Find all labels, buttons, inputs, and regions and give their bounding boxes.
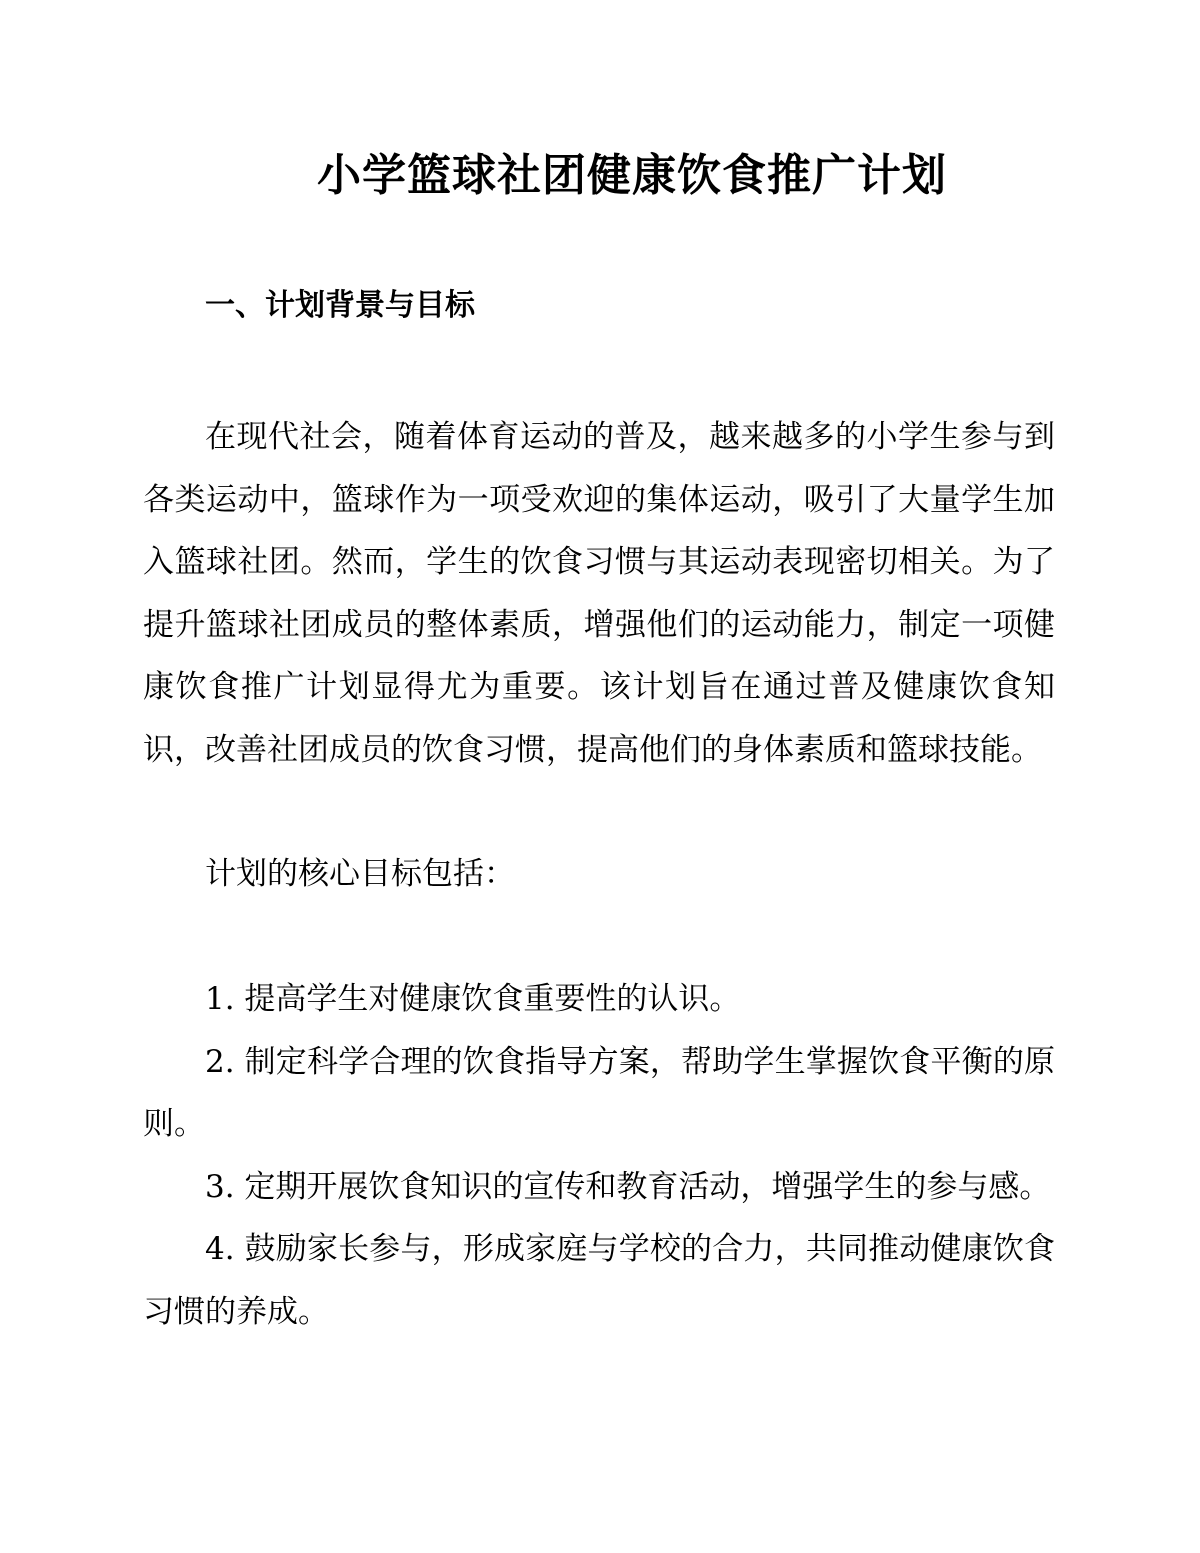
goals-intro-paragraph: 计划的核心目标包括： (205, 856, 515, 892)
goal-item-1: 1. 提高学生对健康饮食重要性的认识。 (205, 981, 741, 1017)
goal-item-4: 4. 鼓励家长参与，形成家庭与学校的合力，共同推动健康饮食习惯的养成。 (143, 1231, 1055, 1330)
section-heading-background-goals: 一、计划背景与目标 (205, 288, 475, 323)
document-title: 小学篮球社团健康饮食推广计划 (317, 150, 947, 201)
goal-item-3: 3. 定期开展饮食知识的宣传和教育活动，增强学生的参与感。 (205, 1168, 1051, 1205)
goal-item-2: 2. 制定科学合理的饮食指导方案，帮助学生掌握饮食平衡的原则。 (143, 1043, 1055, 1142)
background-paragraph: 在现代社会，随着体育运动的普及，越来越多的小学生参与到各类运动中，篮球作为一项受欢迎的集体运动，吸引了大量学生加入篮球社团。然而，学生的饮食习惯与其运动表现密切相关。为了提升篮球社团成员的整体素质，增强他们的运动能力，制定一项健康饮食推广计划显得尤为重要。该计划旨在通过普及健康饮食知识，改善社团成员的饮食习惯，提高他们的身体素质和篮球技能。 (143, 419, 1055, 768)
goals-list (143, 968, 1055, 1343)
